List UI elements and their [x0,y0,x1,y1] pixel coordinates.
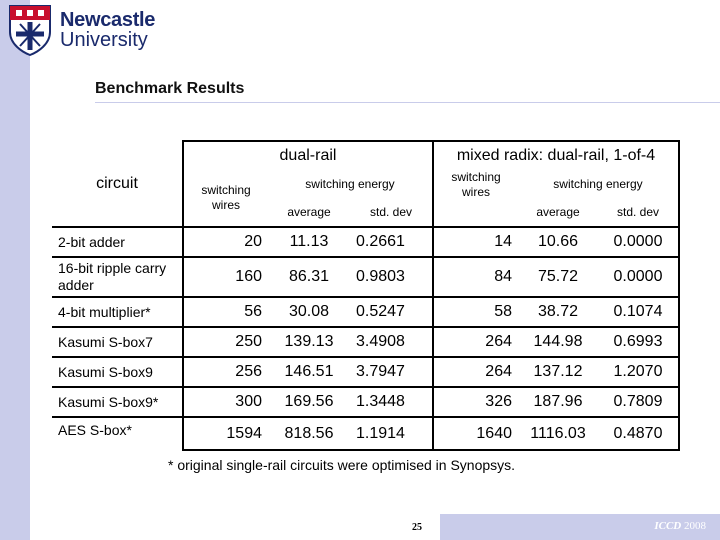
dr-wires-cell: 300 [183,387,268,417]
table-row [52,227,679,257]
dr-switching-wires-header: switching wires [183,170,268,227]
dr-switching-energy-header: switching energy [268,170,433,198]
table-row [52,327,679,357]
dr-average-header: average [287,205,331,219]
mr-average-cell: 137.12 [518,357,598,387]
dr-average-cell: 146.51 [268,357,350,387]
mixed-radix-header: mixed radix: dual-rail, 1-of-4 [433,141,679,170]
mr-wires-cell: 14 [433,227,518,257]
dr-average-cell: 30.08 [268,297,350,327]
dr-average-cell: 139.13 [268,327,350,357]
page-number: 25 [412,522,422,533]
dr-stddev-cell: 0.9803 [350,257,433,297]
logo-name-line1: Newcastle [60,9,156,31]
mr-average-cell: 1116.03 [518,417,598,450]
mr-average-cell: 187.96 [518,387,598,417]
dr-stddev-cell: 3.4908 [350,327,433,357]
dr-stddev-cell: 0.2661 [350,227,433,257]
dr-average-cell: 169.56 [268,387,350,417]
mr-average-cell: 144.98 [518,327,598,357]
university-logo [8,4,158,58]
mr-stddev-cell: 0.1074 [598,297,679,327]
mr-average-cell: 75.72 [518,257,598,297]
mr-average-cell: 10.66 [518,227,598,257]
mr-average-header: average [536,205,580,219]
table-row [52,387,679,417]
mr-wires-cell: 84 [433,257,518,297]
footnote: * original single-rail circuits were optimised in Synopsys. [168,457,516,473]
dr-wires-cell: 20 [183,227,268,257]
conference-name: ICCD [654,520,682,532]
mr-wires-cell: 264 [433,327,518,357]
footer-conference [654,520,706,532]
mr-wires-cell: 326 [433,387,518,417]
dr-stddev-cell: 1.1914 [350,417,433,450]
shield-icon [8,4,52,56]
mr-stddev-cell: 0.0000 [598,257,679,297]
mr-stddev-cell: 0.7809 [598,387,679,417]
table-row [52,417,679,450]
mr-stddev-header: std. dev [598,198,679,227]
row-circuit-name: Kasumi S-box9 [52,357,183,387]
mr-switching-energy-header: switching energy [518,170,679,198]
row-circuit-name: AES S-box* [52,417,183,450]
left-accent-strip [0,0,30,540]
mr-switching-wires-header: switching wires [451,170,501,199]
dr-stddev-header: std. dev [350,198,433,227]
dr-wires-cell: 1594 [183,417,268,450]
logo-name-line2: University [60,29,148,51]
row-circuit-name: Kasumi S-box7 [52,327,183,357]
mr-wires-cell: 264 [433,357,518,387]
benchmark-table [52,140,680,451]
table-row [52,357,679,387]
circuit-header: circuit [96,174,138,192]
table-row [52,257,679,297]
mr-stddev-cell: 0.6993 [598,327,679,357]
dr-average-cell: 818.56 [268,417,350,450]
dr-average-cell: 11.13 [268,227,350,257]
slide-title: Benchmark Results [95,80,245,97]
dr-stddev-cell: 0.5247 [350,297,433,327]
mr-wires-cell: 1640 [433,417,518,450]
dr-stddev-cell: 1.3448 [350,387,433,417]
dr-stddev-cell: 3.7947 [350,357,433,387]
mr-stddev-cell: 0.0000 [598,227,679,257]
mr-average-cell: 38.72 [518,297,598,327]
dr-average-cell: 86.31 [268,257,350,297]
table-row [52,297,679,327]
dr-wires-cell: 256 [183,357,268,387]
dr-wires-cell: 160 [183,257,268,297]
mr-wires-cell: 58 [433,297,518,327]
row-circuit-name: Kasumi S-box9* [52,387,183,417]
row-circuit-name: 4-bit multiplier* [52,297,183,327]
title-divider [95,102,720,103]
conference-year: 2008 [684,520,706,532]
dr-wires-cell: 250 [183,327,268,357]
dual-rail-header: dual-rail [183,141,433,170]
mr-stddev-cell: 1.2070 [598,357,679,387]
row-circuit-name: 2-bit adder [52,227,183,257]
mr-stddev-cell: 0.4870 [598,417,679,450]
dr-wires-cell: 56 [183,297,268,327]
row-circuit-name: 16-bit ripple carry adder [52,257,183,297]
